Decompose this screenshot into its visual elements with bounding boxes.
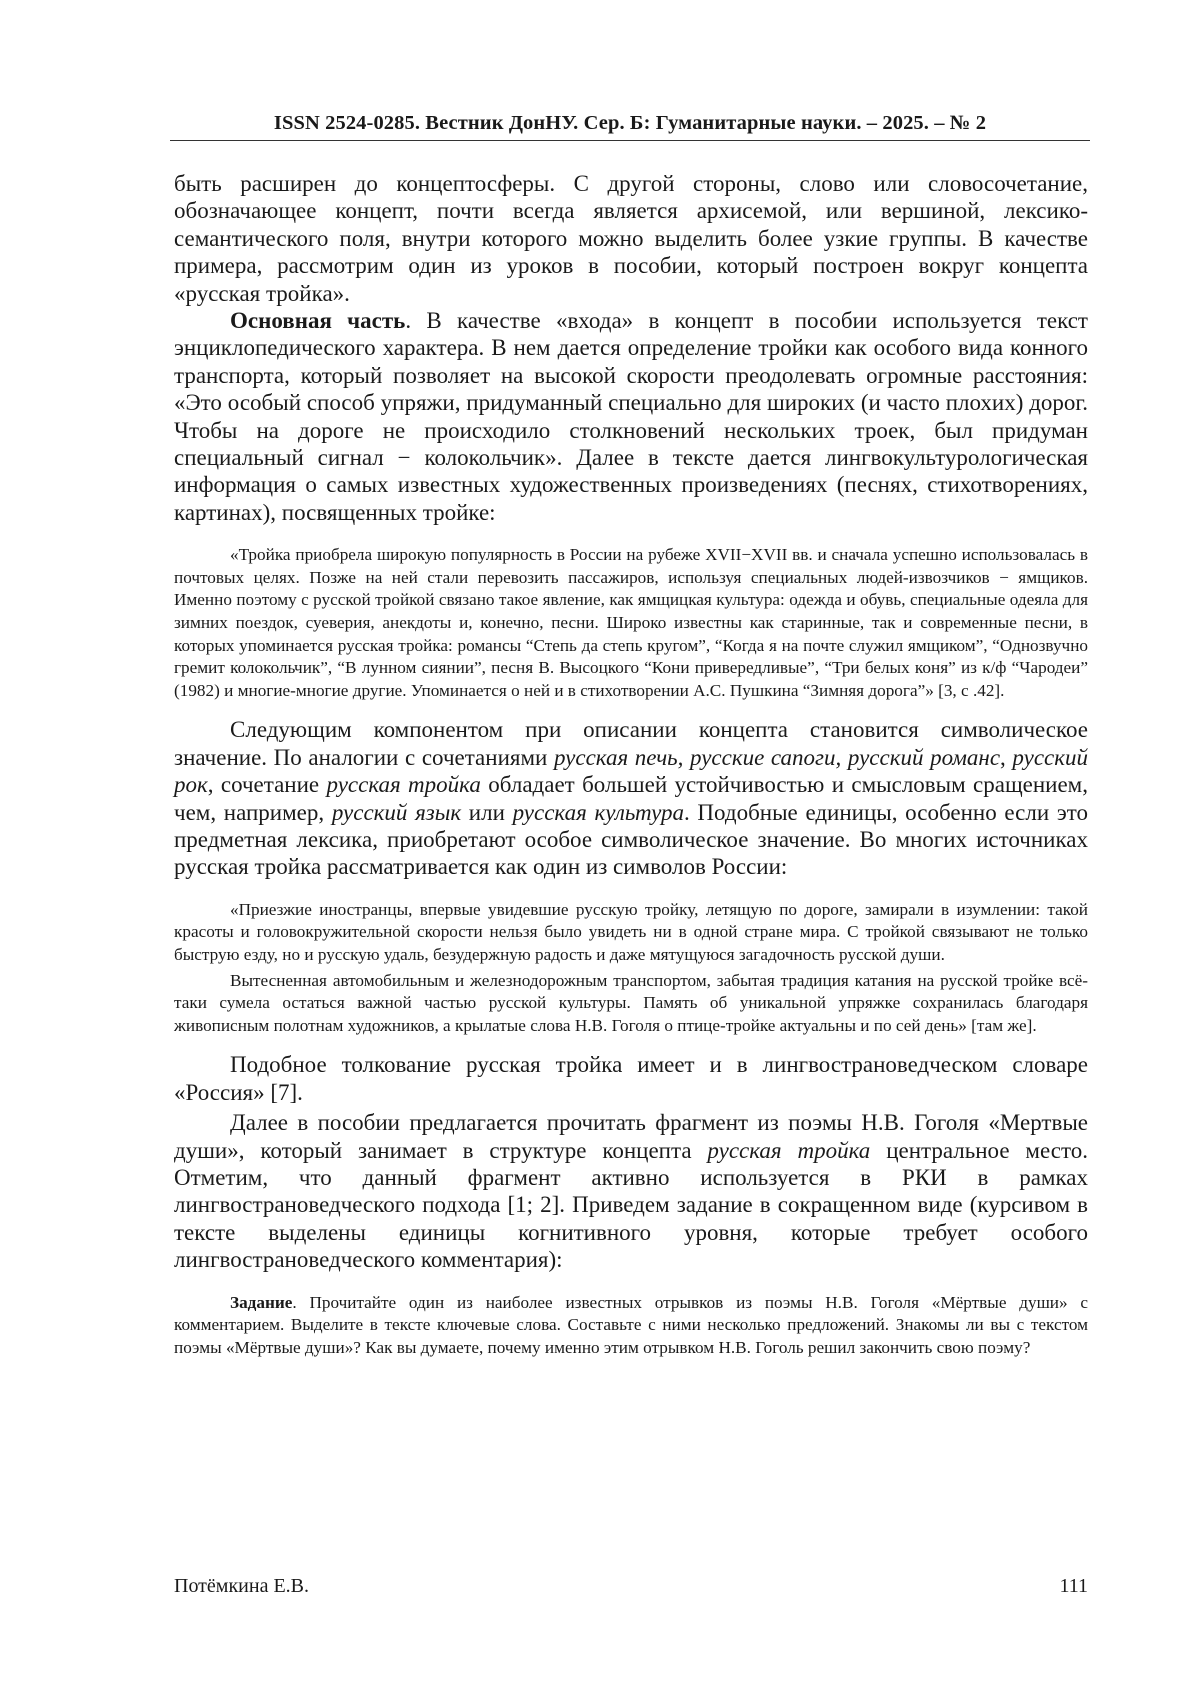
text-run: быть расширен до концептосферы. С другой стороны, слово или словосочетание, обозначающее концепт, почти всегда является архисемой, или вершиной, лексико-семантического поля, внутри которого можно выделить более узкие группы. В качестве примера, рассмотрим один из уроков в пособии, который построен вокруг концепта «русская тройка». <box>174 171 1088 306</box>
paragraph-main-part <box>174 307 1088 526</box>
bold-run: Задание <box>230 1292 293 1312</box>
text-run: Далее в пособии предлагается прочитать фрагмент из поэмы Н.В. Гоголя «Мертвые души», который занимает в структуре концепта <box>174 1110 1088 1163</box>
text-run: , <box>1000 744 1013 770</box>
text-run: Следующим компонентом при описании концепта становится символическое значение. По аналогии с сочетаниями <box>174 717 1088 770</box>
text-run: «Приезжие иностранцы, впервые увидевшие русскую тройку, летящую по дороге, замирали в изумлении: такой красоты и головокружительной скорости нельзя было увидеть ни в одной стране мира. С тройкой связывают не только быструю езду, но и русскую удаль, безудержную радость и даже мятущуюся загадочность русской души. <box>174 899 1088 965</box>
block-quote-task <box>174 1292 1088 1360</box>
italic-run: русская печь, русские сапоги, русский романс <box>553 744 1001 770</box>
paragraph-dictionary <box>174 1051 1088 1106</box>
bold-run: Основная часть <box>230 308 406 334</box>
text-run: Вытесненная автомобильным и железнодорожным транспортом, забытая традиция катания на русской тройке всё-таки сумела остаться важной частью русской культуры. Память об уникальной упряжке сохранилась благодаря живописным полотнам художников, а крылатые слова Н.В. Гоголя о птице-тройке актуальны и по сей день» [там же]. <box>174 970 1088 1035</box>
italic-run: русская тройка <box>326 772 481 798</box>
text-run: центральное место. Отметим, что данный фрагмент активно используется в РКИ в рамках лингвострановедческого подхода [1; 2]. Приведем задание в сокращенном виде (курсивом в тексте выделены единицы когнитивного уровня, которые требует особого лингвострановедческого комментария): <box>174 1137 1088 1273</box>
footer-author: Потёмкина Е.В. <box>174 1575 310 1597</box>
text-run: , сочетание <box>207 772 327 798</box>
italic-run: русский язык <box>331 799 462 825</box>
page-number: 111 <box>1059 1575 1088 1597</box>
text-run: «Тройка приобрела широкую популярность в России на рубеже XVII−XVII вв. и сначала успешно использовалась в почтовых целях. Позже на ней стали перевозить пассажиров, используя специальных людей-извозчиков − ямщиков. Именно поэтому с русской тройкой связано такое явление, как ямщицкая культура: одежда и обувь, специальные одеяла для зимних поездок, суеверия, анекдоты и, конечно, песни. Широко известны как старинные, так и современные песни, в которых упоминается русская тройка: романсы “Степь да степь кругом”, “Когда я на почте служил ямщиком”, “Однозвучно гремит колокольчик”, “В лунном сиянии”, песня В. Высоцкого “Кони привередливые”, “Три белых коня” из к/ф “Чародеи” (1982) и многие-многие другие. Упоминается о ней и в стихотворении А.С. Пушкина “Зимняя дорога”» [3, с .42]. <box>174 545 1088 700</box>
article-body <box>174 170 1088 1359</box>
block-quote-foreigners <box>174 899 1088 967</box>
italic-run: русская культура <box>512 799 684 825</box>
paragraph-gogol-fragment <box>174 1109 1088 1273</box>
block-quote-tradition <box>174 970 1088 1038</box>
italic-run: русская тройка <box>707 1137 871 1163</box>
italic-run: русский рок <box>174 744 1089 798</box>
text-run: . В качестве «входа» в концепт в пособии используется текст энциклопедического характера. В нем дается определение тройки как особого вида конного транспорта, который позволяет на высокой скорости преодолевать огромные расстояния: «Это особый способ упряжи, придуманный специально для широких (и часто плохих) дорог. Чтобы на дороге не происходило столкновений нескольких троек, был придуман специальный сигнал − колокольчик». Далее в тексте дается лингвокультурологическая информация о самых известных художественных произведениях (песнях, стихотворениях, картинах), посвященных тройке: <box>174 308 1088 525</box>
text-run: . Прочитайте один из наиболее известных отрывков из поэмы Н.В. Гоголя «Мёртвые души» с комментарием. Выделите в тексте ключевые слова. Составьте с ними несколько предложений. Знакомы ли вы с текстом поэмы «Мёртвые души»? Как вы думаете, почему именно этим отрывком Н.В. Гоголь решил закончить свою поэму? <box>174 1292 1088 1357</box>
running-header: ISSN 2524-0285. Вестник ДонНУ. Сер. Б: Гуманитарные науки. – 2025. – № 2 <box>170 112 1090 141</box>
block-quote-troika-popularity <box>174 544 1088 702</box>
text-run: обладает большей устойчивостью и смысловым сращением, чем, например, <box>174 772 1088 825</box>
text-run: Подобное толкование русская тройка имеет и в лингвострановедческом словаре «Россия» [7]. <box>174 1052 1088 1105</box>
paragraph-symbolic-meaning <box>174 716 1088 880</box>
text-run: или <box>461 799 513 825</box>
paragraph-continuation <box>174 170 1088 307</box>
text-run: . Подобные единицы, особенно если это предметная лексика, приобретают особое символическое значение. Во многих источниках русская тройка рассматривается как один из символов России: <box>174 799 1088 880</box>
